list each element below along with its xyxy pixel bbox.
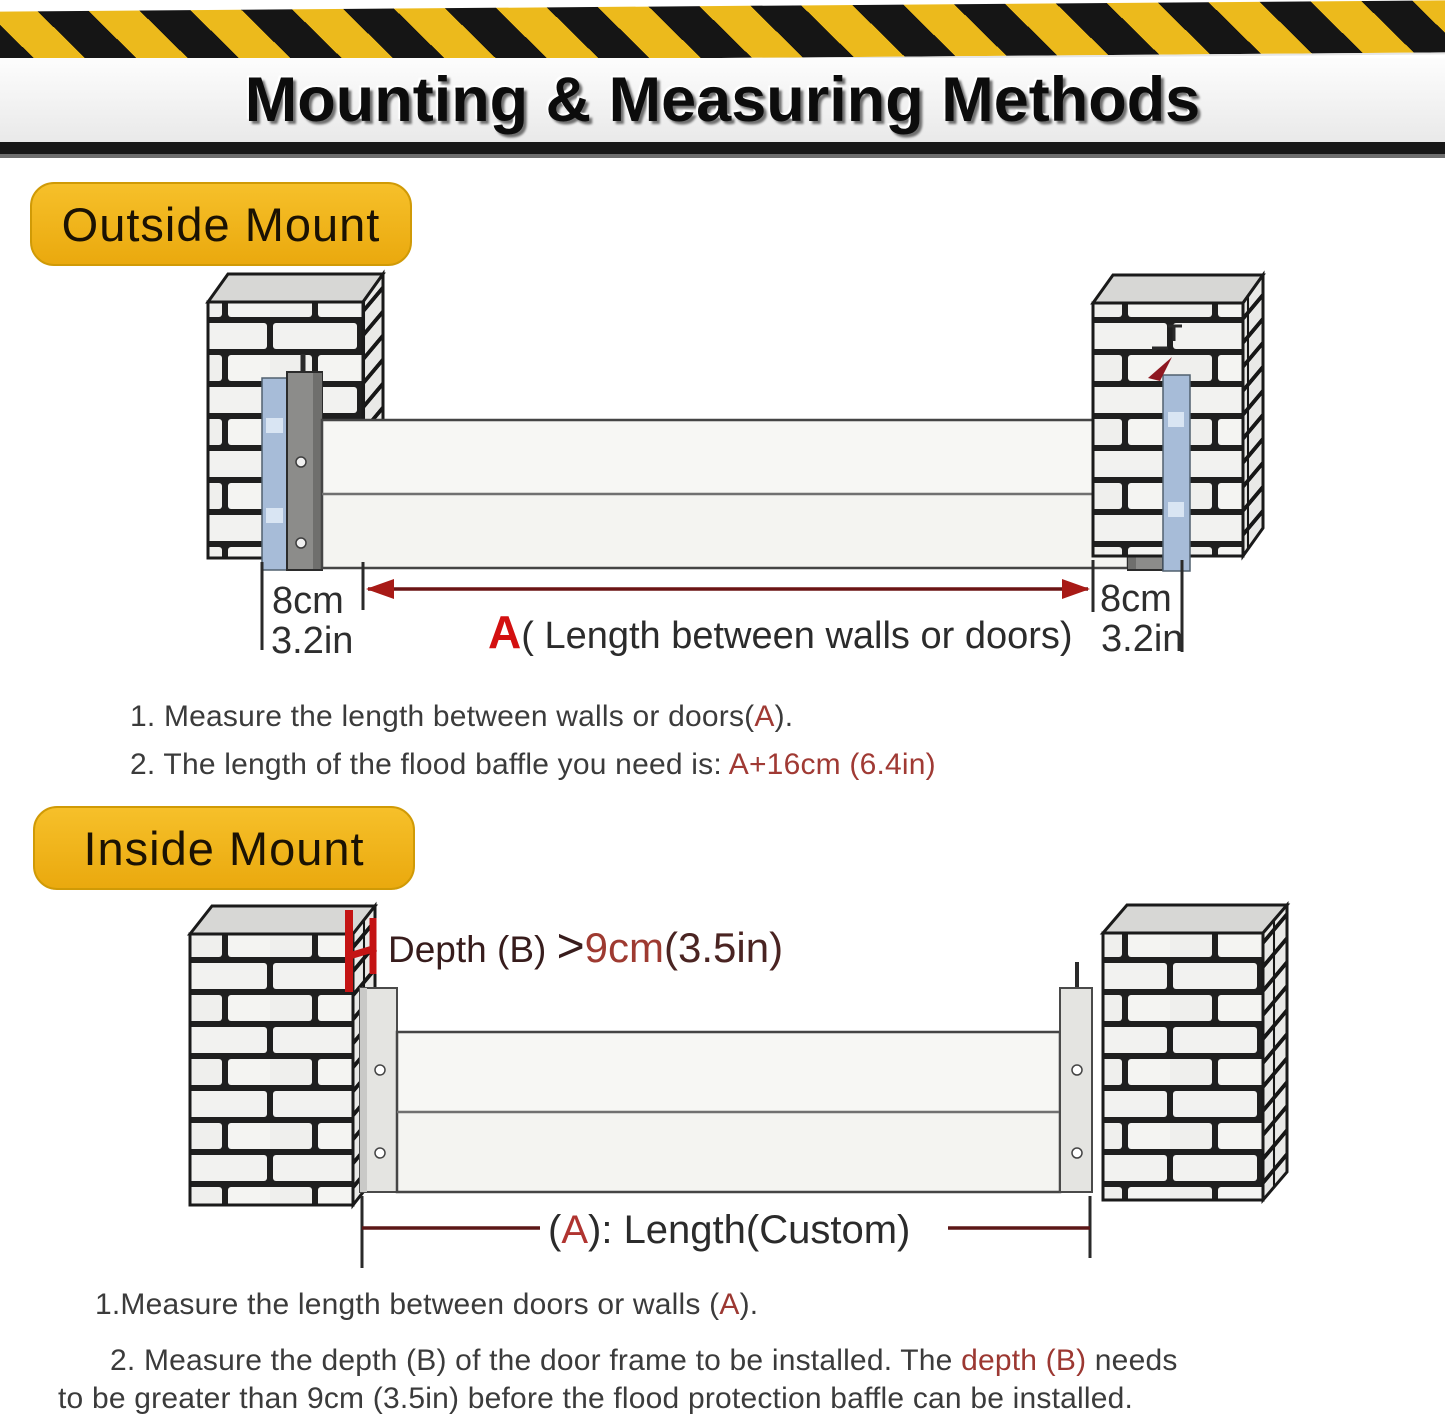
length-label-letter: A — [561, 1208, 589, 1252]
mount-plate-right — [1060, 988, 1092, 1192]
inside-step-2-continued — [58, 1382, 1133, 1416]
offset-right-in: 3.2in — [1101, 618, 1184, 660]
span-label-text: ( Length between walls or doors) — [521, 615, 1073, 657]
flood-barrier-panels — [397, 1032, 1060, 1192]
screw-hole — [1072, 1065, 1082, 1075]
seal-channel-right — [1163, 375, 1190, 571]
seal-channel-left — [262, 378, 287, 570]
screw-hole — [1072, 1148, 1082, 1158]
depth-label — [388, 920, 783, 973]
span-label — [488, 606, 1073, 658]
inside-mount-badge — [33, 806, 415, 890]
pillar-side-face — [1243, 275, 1263, 556]
step-text: ). — [739, 1288, 759, 1321]
pillar-top-cap — [1103, 905, 1287, 933]
inside-mount-diagram — [0, 895, 1445, 1285]
outside-mount-badge — [30, 182, 412, 266]
inside-step-2 — [110, 1344, 1178, 1378]
span-arrow — [366, 579, 1090, 599]
inside-step-1 — [95, 1288, 758, 1322]
mount-bracket-left — [287, 372, 322, 570]
step-text: 1. Measure the length between walls or doors( — [130, 700, 755, 733]
outside-step-1 — [130, 700, 793, 734]
greater-than-sign: > — [556, 920, 585, 973]
offset-right-cm: 8cm — [1100, 578, 1172, 620]
step-text: to be greater than 9cm (3.5in) before the flood protection baffle can be installed. — [58, 1382, 1134, 1415]
pillar-front-face — [190, 934, 353, 1205]
mount-plate-left — [360, 988, 397, 1192]
span-label-letter: A — [488, 606, 522, 658]
length-label-open: ( — [548, 1208, 562, 1252]
outside-mount-diagram — [0, 266, 1445, 666]
step-highlight: A+16cm (6.4in) — [728, 748, 936, 781]
screw-hole — [296, 457, 306, 467]
offset-left-cm: 8cm — [272, 580, 344, 622]
step-text: 2. The length of the flood baffle you need is: — [130, 748, 729, 781]
length-label — [548, 1208, 910, 1252]
flood-barrier-panels — [322, 420, 1128, 568]
page-title: Mounting & Measuring Methods — [244, 65, 1201, 135]
title-banner — [0, 58, 1445, 142]
pillar-top-cap — [208, 274, 383, 302]
depth-label-pre: Depth (B) — [388, 929, 557, 970]
divider-bar-shadow — [0, 154, 1445, 158]
depth-value-in: (3.5in) — [664, 924, 784, 971]
brick-pillar-right — [1103, 905, 1287, 1200]
pillar-front-face — [1103, 933, 1263, 1200]
step-text: 2. Measure the depth (B) of the door frame to be installed. The — [110, 1344, 962, 1377]
step-text: needs — [1086, 1344, 1178, 1377]
inside-mount-label: Inside Mount — [83, 821, 365, 875]
length-label-text: ): Length(Custom) — [588, 1208, 911, 1252]
offset-left-in: 3.2in — [271, 620, 354, 662]
hazard-stripe-banner — [0, 0, 1445, 66]
pillar-side-face — [1263, 905, 1287, 1200]
step-text: 1.Measure the length between doors or walls ( — [95, 1288, 720, 1321]
pillar-top-cap — [1093, 275, 1263, 303]
screw-hole — [375, 1148, 385, 1158]
outside-mount-label: Outside Mount — [61, 197, 381, 251]
screw-hole — [375, 1065, 385, 1075]
depth-value-cm: 9cm — [584, 924, 665, 971]
step-highlight: A — [719, 1288, 740, 1321]
divider-bar — [0, 142, 1445, 154]
step-highlight: A — [754, 700, 775, 733]
step-highlight: depth (B) — [961, 1344, 1087, 1377]
outside-step-2 — [130, 748, 936, 782]
screw-hole — [296, 538, 306, 548]
step-text: ). — [774, 700, 794, 733]
